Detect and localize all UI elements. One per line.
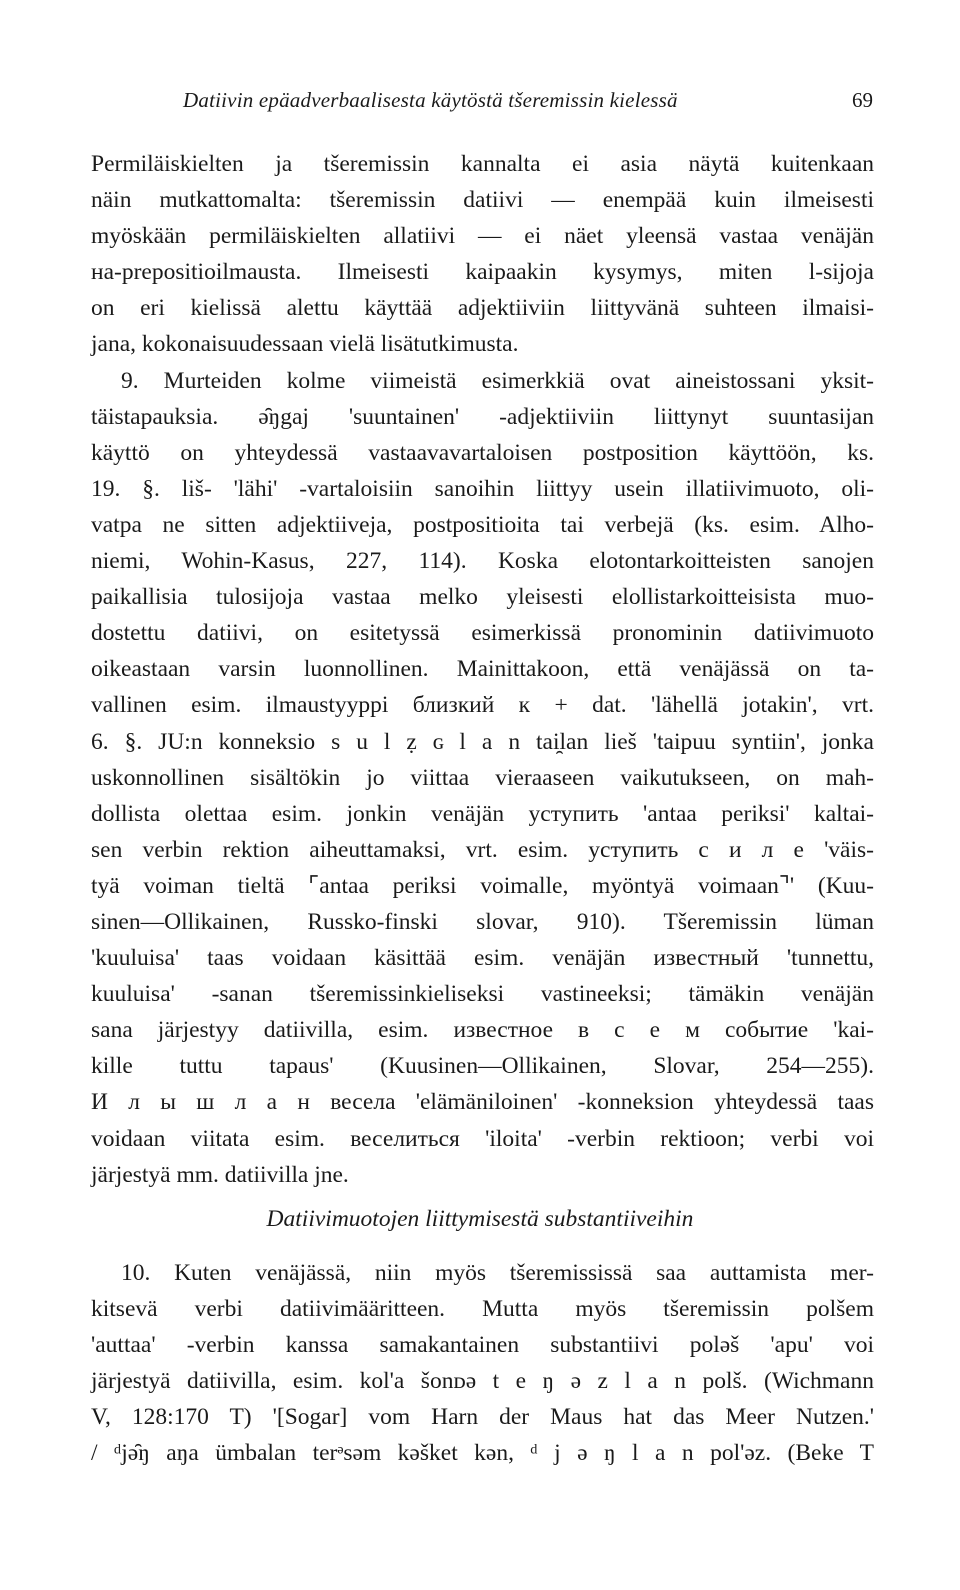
section-text xyxy=(91,1255,874,1472)
text-line: järjestyä datiivilla, esim. kol'a šonᴅə t e ŋ ə z l a n polš. (Wichmann xyxy=(91,1368,874,1395)
running-title: Datiivin epäadverbaalisesta käytöstä tšeremissin kielessä xyxy=(183,88,678,112)
text-line: niemi, Wohin-Kasus, 227, 114). Koska elotontarkoitteisten sanojen xyxy=(91,548,874,575)
page-number: 69 xyxy=(852,88,873,112)
text-line: jana, kokonaisuudessaan vielä lisätutkimusta. xyxy=(91,331,519,358)
text-line: täistapauksia. ə̑ŋgaj 'suuntainen' -adjektiiviin liittynyt suuntasijan xyxy=(91,403,874,430)
main-text xyxy=(91,146,874,1193)
text-line: uskonnollinen sisältökin jo viittaa vieraaseen vaikutukseen, on mah- xyxy=(91,764,874,791)
text-line: tyä voiman tieltä ⌜antaa periksi voimalle, myöntyä voimaan⌝' (Kuu- xyxy=(91,872,874,899)
text-line: / ᵈjə̑ŋ aŋa ümbalan terᵊsəm kəšket kən, ᵈ j ə ŋ l a n pol'əz. (Beke T xyxy=(91,1440,874,1467)
text-line: myöskään permiläiskielten allatiivi — ei näet yleensä vastaa venäjän xyxy=(91,223,874,250)
text-line: on eri kielissä alettu käyttää adjektiiviin liittyvänä suhteen ilmaisi- xyxy=(91,295,874,322)
text-line: käyttö on yhteydessä vastaavavartaloisen postposition käyttöön, ks. xyxy=(91,439,874,466)
text-line: näin mutkattomalta: tšeremissin datiivi — enempää kuin ilmeisesti xyxy=(91,187,874,214)
text-line: sinen—Ollikainen, Russko-finski slovar, 910). Tšeremissin lüman xyxy=(91,908,874,935)
text-line: Permiläiskielten ja tšeremissin kannalta ei asia näytä kuitenkaan xyxy=(91,151,874,177)
text-line: 'auttaa' -verbin kanssa samakantainen substantiivi poləš 'apu' voi xyxy=(91,1332,874,1359)
text-line: V, 128:170 T) '[Sogar] vom Harn der Maus hat das Meer Nutzen.' xyxy=(91,1404,874,1431)
text-line: kuuluisa' -sanan tšeremissinkieliseksi vastineeksi; tämäkin venäjän xyxy=(91,981,874,1008)
text-line: järjestyä mm. datiivilla jne. xyxy=(91,1161,349,1188)
text-line: sana järjestyy datiivilla, esim. известное в с е м событие 'kai- xyxy=(91,1017,874,1044)
text-line: на-prepositioilmausta. Ilmeisesti kaipaakin kysymys, miten l-sijoja xyxy=(91,259,874,286)
text-line: vallinen esim. ilmaustyyppi близкий к + dat. 'lähellä jotakin', vrt. xyxy=(91,692,874,719)
text-line: kille tuttu tapaus' (Kuusinen—Ollikainen, Slovar, 254—255). xyxy=(91,1053,874,1080)
text-line: kitsevä verbi datiivimääritteen. Mutta myös tšeremissin polšem xyxy=(91,1296,874,1323)
text-line: 6. §. JU:n konneksio s u l ẓ ɢ l a n tai̯lan lieš 'taipuu syntiin', jonka xyxy=(91,728,874,755)
text-line: 10. Kuten venäjässä, niin myös tšeremississä saa auttamista mer- xyxy=(121,1260,874,1286)
section-heading: Datiivimuotojen liittymisestä substantiiveihin xyxy=(266,1206,694,1232)
text-line: oikeastaan varsin luonnollinen. Mainittakoon, että venäjässä on ta- xyxy=(91,656,874,683)
text-line: dostettu datiivi, on esitetyssä esimerkissä pronominin datiivimuoto xyxy=(91,620,874,647)
text-line: 19. §. liš- 'lähi' -vartaloisiin sanoihin liittyy usein illatiivimuoto, oli- xyxy=(91,475,874,502)
text-line: vatpa ne sitten adjektiiveja, postpositioita tai verbejä (ks. esim. Alho- xyxy=(91,511,874,538)
text-line: И л ы ш л а н весела 'elämäniloinen' -konneksion yhteydessä taas xyxy=(91,1089,874,1116)
text-line: paikallisia tulosijoja vastaa melko yleisesti elollistarkoitteisista muo- xyxy=(91,584,874,611)
text-line: dollista olettaa esim. jonkin venäjän уступить 'antaa periksi' kaltai- xyxy=(91,800,874,827)
text-line: voidaan viitata esim. веселиться 'iloita' -verbin rektioon; verbi voi xyxy=(91,1125,874,1152)
text-line: sen verbin rektion aiheuttamaksi, vrt. esim. уступить с и л е 'väis- xyxy=(91,836,874,863)
text-line: 9. Murteiden kolme viimeistä esimerkkiä ovat aineistossani yksit- xyxy=(121,367,874,394)
text-line: 'kuuluisa' taas voidaan käsittää esim. venäjän известный 'tunnettu, xyxy=(91,945,874,972)
